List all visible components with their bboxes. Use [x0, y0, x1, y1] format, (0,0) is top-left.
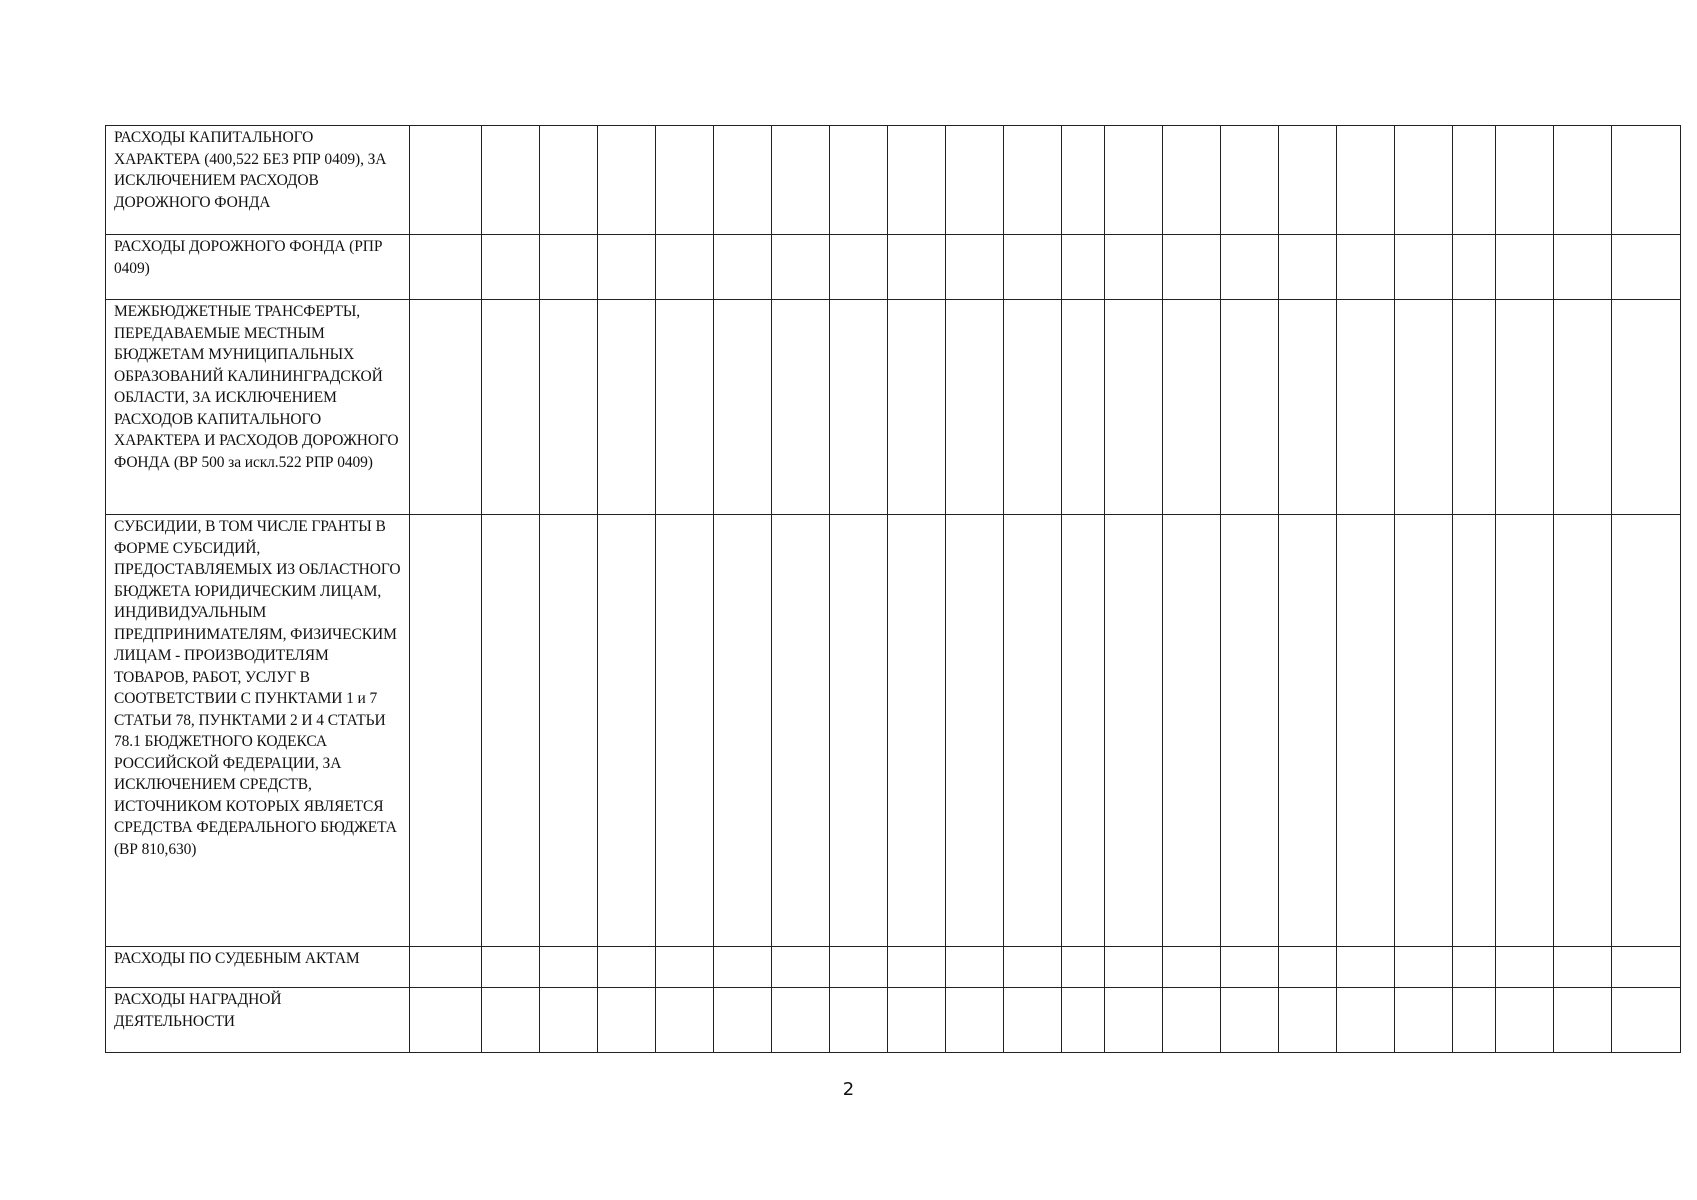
table-cell: [1337, 235, 1395, 300]
table-cell: [1554, 126, 1612, 235]
table-cell: [1163, 300, 1221, 515]
table-cell: [1105, 515, 1163, 947]
table-cell: [1279, 515, 1337, 947]
table-cell: [1062, 235, 1105, 300]
table-cell: [1496, 300, 1554, 515]
table-cell: [772, 126, 830, 235]
table-cell: [772, 515, 830, 947]
table-cell: [656, 126, 714, 235]
table-cell: [1221, 235, 1279, 300]
table-cell: [1163, 235, 1221, 300]
table-cell: [714, 988, 772, 1053]
table-cell: [1496, 126, 1554, 235]
table-cell: [1337, 988, 1395, 1053]
table-cell: [946, 300, 1004, 515]
table-cell: [540, 947, 598, 988]
table-cell: [1612, 300, 1681, 515]
table-cell: [946, 947, 1004, 988]
table-cell: [830, 300, 888, 515]
table-row: [106, 515, 1681, 947]
table-cell: [1004, 988, 1062, 1053]
table-cell: [1279, 126, 1337, 235]
table-cell: [772, 947, 830, 988]
table-cell: [598, 515, 656, 947]
table-row: [106, 126, 1681, 235]
table-cell: [888, 947, 946, 988]
table-cell: [1221, 947, 1279, 988]
table-cell: [946, 515, 1004, 947]
table-cell: [1279, 947, 1337, 988]
table-cell: [598, 300, 656, 515]
page-number: 2: [842, 1079, 855, 1100]
table-cell: [1554, 947, 1612, 988]
table-cell: [410, 126, 482, 235]
table-cell: [1395, 947, 1453, 988]
table-cell: [1062, 515, 1105, 947]
table-cell: [1105, 126, 1163, 235]
table-row: [106, 988, 1681, 1053]
table-row: [106, 947, 1681, 988]
table-cell: [1395, 300, 1453, 515]
table-cell: [1395, 515, 1453, 947]
table-cell: [772, 988, 830, 1053]
row-label: РАСХОДЫ ДОРОЖНОГО ФОНДА (РПР 0409): [106, 235, 410, 300]
table-cell: [1004, 235, 1062, 300]
table-cell: [1337, 126, 1395, 235]
table-cell: [540, 235, 598, 300]
table-cell: [1105, 988, 1163, 1053]
table-cell: [1612, 126, 1681, 235]
table-cell: [598, 988, 656, 1053]
table-cell: [410, 235, 482, 300]
table-cell: [946, 126, 1004, 235]
table-cell: [1496, 235, 1554, 300]
table-cell: [1554, 300, 1612, 515]
table-cell: [1337, 515, 1395, 947]
table-cell: [1062, 947, 1105, 988]
table-cell: [1004, 300, 1062, 515]
expenditure-table: [105, 125, 1681, 1053]
table-row: [106, 235, 1681, 300]
table-cell: [1105, 235, 1163, 300]
table-cell: [1004, 126, 1062, 235]
table-cell: [888, 988, 946, 1053]
table-cell: [1062, 300, 1105, 515]
table-cell: [1453, 300, 1496, 515]
table-cell: [482, 515, 540, 947]
table-cell: [1105, 300, 1163, 515]
table-cell: [1337, 947, 1395, 988]
table-cell: [1279, 300, 1337, 515]
table-cell: [1612, 988, 1681, 1053]
table-cell: [1062, 126, 1105, 235]
table-cell: [1163, 947, 1221, 988]
table-cell: [1554, 235, 1612, 300]
table-cell: [1221, 988, 1279, 1053]
table-cell: [1453, 947, 1496, 988]
table-cell: [830, 988, 888, 1053]
table-cell: [830, 947, 888, 988]
table-cell: [830, 126, 888, 235]
table-cell: [1163, 515, 1221, 947]
table-cell: [598, 947, 656, 988]
table-cell: [1163, 988, 1221, 1053]
table-cell: [1221, 515, 1279, 947]
table-cell: [1395, 235, 1453, 300]
table-cell: [1004, 515, 1062, 947]
table-cell: [482, 947, 540, 988]
row-label: РАСХОДЫ ПО СУДЕБНЫМ АКТАМ: [106, 947, 410, 988]
table-cell: [1453, 126, 1496, 235]
table-cell: [482, 235, 540, 300]
table-cell: [1496, 947, 1554, 988]
table-cell: [1453, 235, 1496, 300]
table-cell: [410, 947, 482, 988]
table-cell: [1554, 988, 1612, 1053]
table-cell: [1279, 235, 1337, 300]
table-cell: [1062, 988, 1105, 1053]
table-cell: [1163, 126, 1221, 235]
table-cell: [888, 515, 946, 947]
table-cell: [1337, 300, 1395, 515]
table-cell: [1612, 515, 1681, 947]
table-cell: [1453, 988, 1496, 1053]
table-cell: [1554, 515, 1612, 947]
table-row: [106, 300, 1681, 515]
row-label: РАСХОДЫ КАПИТАЛЬНОГО ХАРАКТЕРА (400,522 БЕЗ РПР 0409), ЗА ИСКЛЮЧЕНИЕМ РАСХОДОВ ДОРОЖНОГО ФОНДА: [106, 126, 410, 235]
table-cell: [482, 300, 540, 515]
table-cell: [830, 515, 888, 947]
table-cell: [714, 947, 772, 988]
table-cell: [540, 300, 598, 515]
table-cell: [1453, 515, 1496, 947]
row-label: РАСХОДЫ НАГРАДНОЙ ДЕЯТЕЛЬНОСТИ: [106, 988, 410, 1053]
table-cell: [946, 988, 1004, 1053]
table-cell: [656, 515, 714, 947]
table-cell: [714, 235, 772, 300]
table-cell: [1496, 515, 1554, 947]
table-cell: [598, 126, 656, 235]
table-cell: [888, 300, 946, 515]
table-cell: [1279, 988, 1337, 1053]
table-cell: [540, 515, 598, 947]
table-cell: [714, 515, 772, 947]
table-cell: [1221, 126, 1279, 235]
table-cell: [714, 126, 772, 235]
table-cell: [410, 515, 482, 947]
table-cell: [482, 126, 540, 235]
table-cell: [540, 126, 598, 235]
table-cell: [1612, 235, 1681, 300]
table-cell: [656, 235, 714, 300]
table-cell: [1395, 126, 1453, 235]
table-cell: [772, 235, 830, 300]
table-cell: [410, 300, 482, 515]
table-cell: [1221, 300, 1279, 515]
table-cell: [1496, 988, 1554, 1053]
table-cell: [656, 947, 714, 988]
table-cell: [1105, 947, 1163, 988]
table-cell: [410, 988, 482, 1053]
table-cell: [656, 300, 714, 515]
table-cell: [830, 235, 888, 300]
row-label: СУБСИДИИ, В ТОМ ЧИСЛЕ ГРАНТЫ В ФОРМЕ СУБСИДИЙ, ПРЕДОСТАВЛЯЕМЫХ ИЗ ОБЛАСТНОГО БЮДЖЕТА ЮРИДИЧЕСКИМ ЛИЦАМ, ИНДИВИДУАЛЬНЫМ ПРЕДПРИНИМАТЕЛЯМ, ФИЗИЧЕСКИМ ЛИЦАМ - ПРОИЗВОДИТЕЛЯМ ТОВАРОВ, РАБОТ, УСЛУГ В СООТВЕТСТВИИ С ПУНКТАМИ 1 и 7 СТАТЬИ 78, ПУНКТАМИ 2 И 4 СТАТЬИ 78.1 БЮДЖЕТНОГО КОДЕКСА РОССИЙСКОЙ ФЕДЕРАЦИИ, ЗА ИСКЛЮЧЕНИЕМ СРЕДСТВ, ИСТОЧНИКОМ КОТОРЫХ ЯВЛЯЕТСЯ СРЕДСТВА ФЕДЕРАЛЬНОГО БЮДЖЕТА (ВР 810,630): [106, 515, 410, 947]
table-body: [106, 126, 1681, 1053]
table-cell: [1612, 947, 1681, 988]
row-label: МЕЖБЮДЖЕТНЫЕ ТРАНСФЕРТЫ, ПЕРЕДАВАЕМЫЕ МЕСТНЫМ БЮДЖЕТАМ МУНИЦИПАЛЬНЫХ ОБРАЗОВАНИЙ КАЛИНИНГРАДСКОЙ ОБЛАСТИ, ЗА ИСКЛЮЧЕНИЕМ РАСХОДОВ КАПИТАЛЬНОГО ХАРАКТЕРА И РАСХОДОВ ДОРОЖНОГО ФОНДА (ВР 500 за искл.522 РПР 0409): [106, 300, 410, 515]
table-cell: [656, 988, 714, 1053]
table-cell: [1395, 988, 1453, 1053]
table-cell: [888, 126, 946, 235]
table-cell: [540, 988, 598, 1053]
table-cell: [946, 235, 1004, 300]
table-cell: [598, 235, 656, 300]
table-cell: [888, 235, 946, 300]
table-cell: [482, 988, 540, 1053]
table-cell: [772, 300, 830, 515]
table-cell: [1004, 947, 1062, 988]
table-cell: [714, 300, 772, 515]
